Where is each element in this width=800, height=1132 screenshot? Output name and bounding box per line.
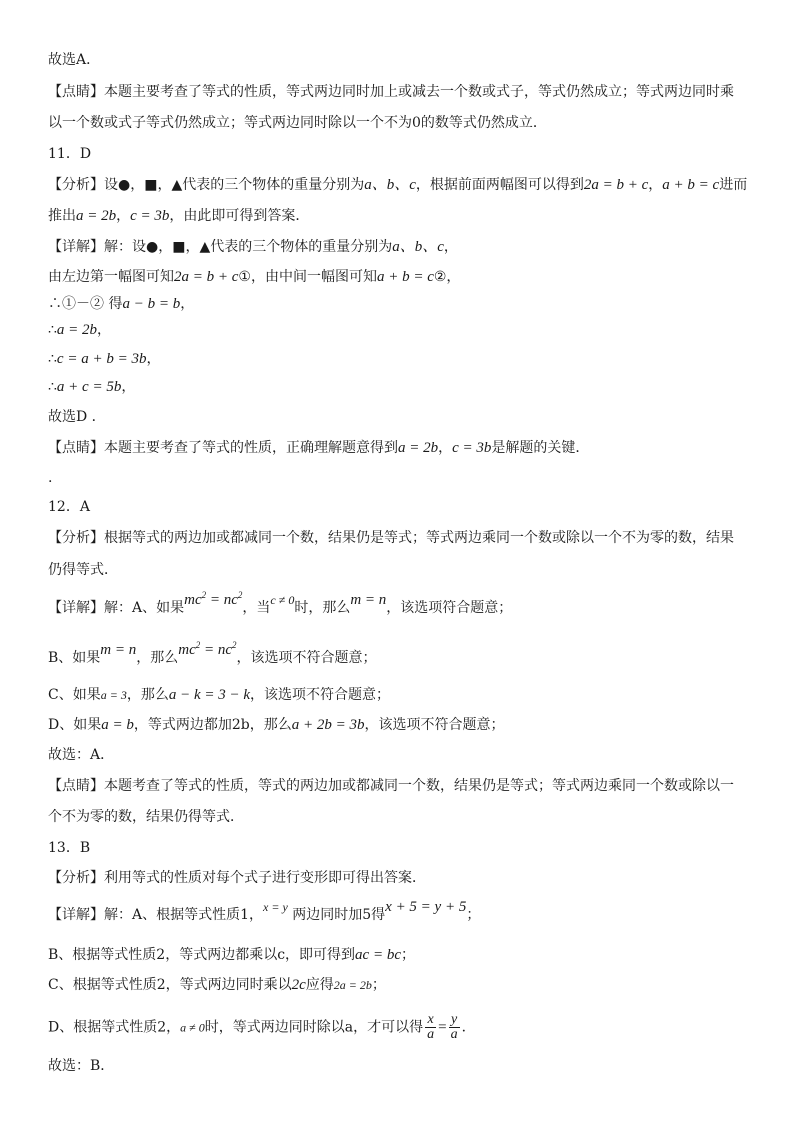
comment-line: 个不为零的数，结果仍得等式． — [48, 809, 244, 825]
solution-line: 【详解】解：A、如果$mc^2 = nc^2$，当c ≠ 0时，那么m = n，该选项符合题意； — [48, 590, 513, 616]
solution-line: C、根据等式性质2，等式两边同时乘以2c应得2a = 2b； — [48, 977, 386, 993]
solution-line: C、如果a = 3，那么a − k = 3 − k，该选项不符合题意； — [48, 687, 391, 703]
answer-line: 故选A． — [48, 52, 101, 68]
comment-line: 以一个数或式子等式仍然成立；等式两边同时除以一个不为0的数等式仍然成立． — [48, 115, 547, 131]
solution-line: B、根据等式性质2，等式两边都乘以c，即可得到ac = bc； — [48, 947, 415, 963]
fraction-x-over-a: $\frac{x}{a}$ — [427, 1012, 435, 1042]
analysis-line: 推出a = 2b，c = 3b，由此即可得到答案． — [48, 208, 310, 224]
question-11-heading: 11．D — [48, 146, 92, 162]
solution-line: 【详解】解：设●，■，▲代表的三个物体的重量分别为a、b、c， — [48, 239, 458, 255]
analysis-line: 【分析】根据等式的两边加或都减同一个数，结果仍是等式；等式两边乘同一个数或除以一个不为零的数，结果 — [48, 530, 734, 546]
solution-line: ∴①－② 得a − b = b， — [48, 296, 195, 312]
solution-line: ∴a = 2b， — [48, 322, 112, 338]
comment-line: 【点睛】本题主要考查了等式的性质，正确理解题意得到a = 2b，c = 3b是解题的关键． — [48, 440, 590, 456]
analysis-line: 【分析】设●，■，▲代表的三个物体的重量分别为a、b、c，根据前面两幅图可以得到2a = b + c，a + b = c进而 — [48, 177, 748, 193]
analysis-line: 仍得等式． — [48, 562, 118, 578]
answer-line: 故选：B． — [48, 1058, 115, 1074]
answer-line: 故选：A． — [48, 747, 115, 763]
question-13-heading: 13．B — [48, 840, 91, 856]
solution-line: B、如果m = n，那么$mc^2 = nc^2$，该选项不符合题意； — [48, 640, 377, 666]
solution-line: ∴a + c = 5b， — [48, 379, 136, 395]
solution-line: D、如果a = b，等式两边都加2b，那么a + 2b = 3b，该选项不符合题意； — [48, 717, 505, 733]
question-12-heading: 12．A — [48, 499, 90, 515]
comment-line: 【点睛】本题主要考查了等式的性质，等式两边同时加上或减去一个数或式子，等式仍然成立；等式两边同时乘 — [48, 84, 734, 100]
answer-line: 故选D ． — [48, 409, 106, 425]
solution-line: 【详解】解：A、根据等式性质1，x = y 两边同时加5得x + 5 = y + 5； — [48, 899, 481, 923]
comment-line: 【点睛】本题考查了等式的性质，等式的两边加或都减同一个数，结果仍是等式；等式两边乘同一个数或除以一 — [48, 778, 734, 794]
analysis-line: 【分析】利用等式的性质对每个式子进行变形即可得出答案． — [48, 870, 426, 886]
solution-line: D、根据等式性质2，a ≠ 0时，等式两边同时除以a，才可以得 $\frac{x}{a}$ = $\frac{y}{a}$ ． — [48, 1012, 476, 1042]
fraction-y-over-a: $\frac{y}{a}$ — [450, 1012, 458, 1042]
separator-dot: . — [48, 470, 53, 486]
solution-line: ∴c = a + b = 3b， — [48, 351, 161, 367]
solution-line: 由左边第一幅图可知2a = b + c①，由中间一幅图可知a + b = c②， — [48, 269, 461, 285]
